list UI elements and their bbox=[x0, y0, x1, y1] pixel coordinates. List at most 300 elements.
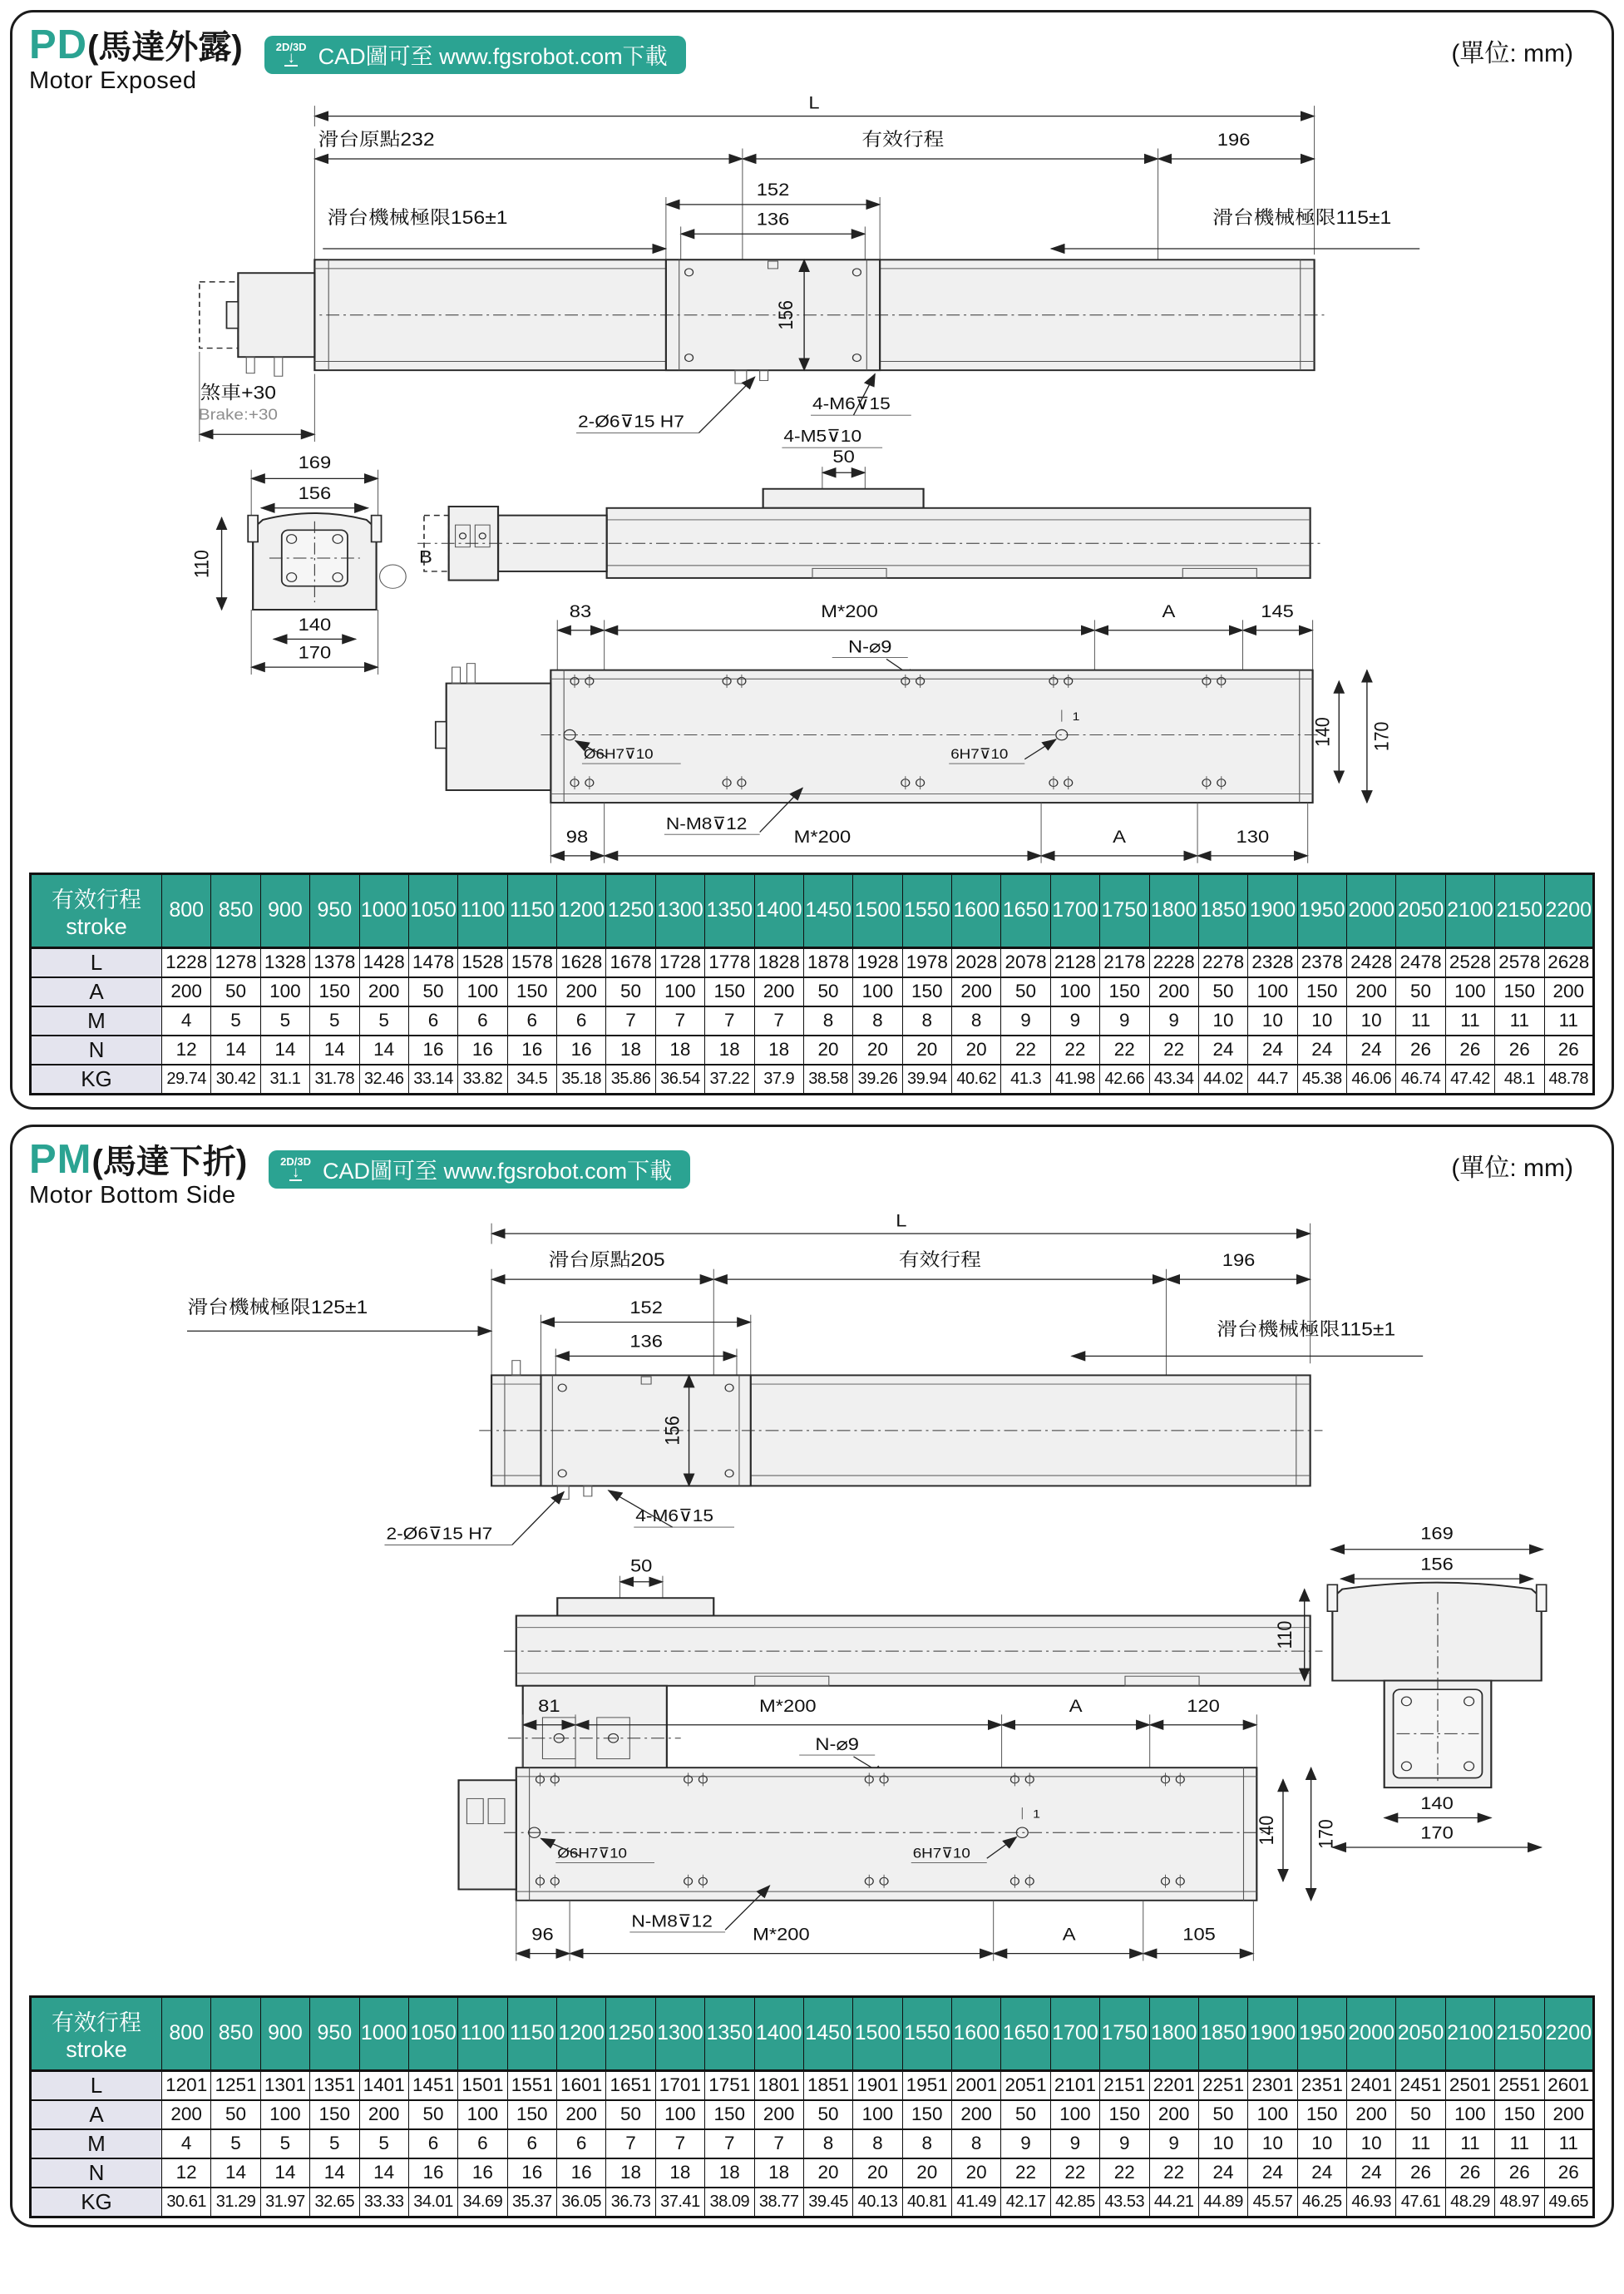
spec-cell: 46.06 bbox=[1347, 1065, 1396, 1095]
model-name-en: Motor Bottom Side bbox=[29, 1182, 236, 1209]
spec-cell: 42.85 bbox=[1050, 2188, 1099, 2217]
spec-cell: 1428 bbox=[359, 947, 408, 977]
spec-cell: 1878 bbox=[803, 947, 852, 977]
spec-cell: 100 bbox=[260, 2100, 309, 2129]
spec-cell: 10 bbox=[1347, 2129, 1396, 2158]
spec-cell: 150 bbox=[705, 2100, 754, 2129]
spec-cell: 4 bbox=[162, 1006, 211, 1036]
cs-dim-170: 170 bbox=[1419, 1822, 1454, 1842]
spec-row-L bbox=[31, 947, 1594, 977]
stroke-col-header: 1550 bbox=[902, 1996, 951, 2070]
stroke-col-header: 1400 bbox=[754, 873, 803, 947]
spec-cell: 31.29 bbox=[211, 2188, 260, 2217]
spec-cell: 100 bbox=[1248, 977, 1297, 1006]
spec-cell: 150 bbox=[1100, 977, 1149, 1006]
pm-body-bottom bbox=[516, 1767, 1256, 1901]
cs-dim-156: 156 bbox=[1419, 1554, 1454, 1575]
spec-cell: 48.1 bbox=[1495, 1065, 1544, 1095]
spec-cell: 14 bbox=[260, 1036, 309, 1065]
spec-cell: 26 bbox=[1495, 2158, 1544, 2188]
spec-cell: 33.33 bbox=[359, 2188, 408, 2217]
spec-cell: 1678 bbox=[606, 947, 655, 977]
callout-n9: N-⌀9 bbox=[847, 636, 892, 656]
spec-cell: 8 bbox=[952, 1006, 1001, 1036]
stroke-col-header: 1250 bbox=[606, 873, 655, 947]
spec-cell: 9 bbox=[1050, 1006, 1099, 1036]
spec-cell: 50 bbox=[1001, 977, 1050, 1006]
spec-cell: 11 bbox=[1544, 2129, 1594, 2158]
spec-cell: 2151 bbox=[1100, 2070, 1149, 2100]
spec-cell: 16 bbox=[557, 2158, 606, 2188]
spec-cell: 26 bbox=[1445, 1036, 1494, 1065]
callout-6h7: 6H7⊽10 bbox=[912, 1845, 970, 1861]
spec-cell: 9 bbox=[1001, 1006, 1050, 1036]
spec-cell: 26 bbox=[1544, 2158, 1594, 2188]
spec-cell: 46.25 bbox=[1297, 2188, 1346, 2217]
offset-label-1: 1 bbox=[1072, 709, 1079, 724]
spec-cell: 12 bbox=[162, 2158, 211, 2188]
unit-label: (單位: mm) bbox=[1451, 1154, 1573, 1182]
spec-cell: 5 bbox=[359, 2129, 408, 2158]
spec-cell: 44.21 bbox=[1149, 2188, 1198, 2217]
sv-dim-50: 50 bbox=[629, 1555, 652, 1575]
spec-cell: 11 bbox=[1495, 1006, 1544, 1036]
bv-dim-140: 140 bbox=[1311, 717, 1334, 747]
spec-cell: 1728 bbox=[655, 947, 704, 977]
spec-cell: 50 bbox=[803, 2100, 852, 2129]
stroke-col-header: 2050 bbox=[1396, 1996, 1445, 2070]
spec-cell: 7 bbox=[606, 2129, 655, 2158]
spec-cell: 31.97 bbox=[260, 2188, 309, 2217]
pd-body-bottom bbox=[550, 670, 1312, 803]
spec-cell: 31.78 bbox=[310, 1065, 359, 1095]
spec-cell: 2278 bbox=[1198, 947, 1247, 977]
spec-cell: 49.65 bbox=[1544, 2188, 1594, 2217]
stroke-col-header: 1700 bbox=[1050, 1996, 1099, 2070]
spec-cell: 1628 bbox=[557, 947, 606, 977]
spec-cell: 2228 bbox=[1149, 947, 1198, 977]
spec-cell: 26 bbox=[1495, 1036, 1544, 1065]
pm-spec-table bbox=[29, 1995, 1595, 2218]
callout-o6h7: Ø6H7⊽10 bbox=[556, 1845, 627, 1861]
spec-row-M bbox=[31, 1006, 1594, 1036]
stroke-col-header: 1250 bbox=[606, 1996, 655, 2070]
dim-label-limit-left: 滑台機械極限156±1 bbox=[327, 206, 508, 228]
spec-cell: 41.98 bbox=[1050, 1065, 1099, 1095]
spec-cell: 1851 bbox=[803, 2070, 852, 2100]
stroke-col-header: 2200 bbox=[1544, 873, 1594, 947]
dim-label-stroke: 有效行程 bbox=[898, 1249, 981, 1270]
stroke-col-header: 2150 bbox=[1495, 873, 1544, 947]
spec-cell: 100 bbox=[458, 977, 507, 1006]
spec-cell: 24 bbox=[1297, 1036, 1346, 1065]
cad-download-badge[interactable] bbox=[264, 36, 686, 74]
spec-cell: 46.74 bbox=[1396, 1065, 1445, 1095]
spec-cell: 100 bbox=[655, 2100, 704, 2129]
spec-cell: 50 bbox=[606, 2100, 655, 2129]
cad-download-badge[interactable] bbox=[269, 1150, 690, 1189]
stroke-col-header: 1750 bbox=[1100, 873, 1149, 947]
stroke-col-header: 1050 bbox=[408, 1996, 457, 2070]
callout-o6h7: Ø6H7⊽10 bbox=[583, 745, 654, 762]
dim-label-stroke: 有效行程 bbox=[861, 129, 944, 150]
spec-row-A bbox=[31, 2100, 1594, 2129]
dim-label-156v: 156 bbox=[661, 1416, 684, 1446]
bv-dim-96: 96 bbox=[531, 1924, 554, 1945]
spec-cell: 34.01 bbox=[408, 2188, 457, 2217]
callout-m6: 4-M6⊽15 bbox=[634, 1505, 713, 1525]
spec-cell: 1478 bbox=[408, 947, 457, 977]
stroke-col-header: 1200 bbox=[557, 1996, 606, 2070]
spec-cell: 9 bbox=[1149, 1006, 1198, 1036]
spec-cell: 1751 bbox=[705, 2070, 754, 2100]
dim-label-limit-right: 滑台機械極限115±1 bbox=[1216, 1318, 1395, 1340]
spec-cell: 50 bbox=[1396, 2100, 1445, 2129]
model-code: PM bbox=[29, 1137, 92, 1182]
spec-cell: 5 bbox=[260, 1006, 309, 1036]
dim-label-156v: 156 bbox=[774, 299, 797, 330]
spec-cell: 47.42 bbox=[1445, 1065, 1494, 1095]
spec-cell: 6 bbox=[458, 1006, 507, 1036]
pd-motor-bottom bbox=[446, 683, 550, 789]
model-name-cn: (馬達下折) bbox=[91, 1144, 248, 1180]
spec-cell: 1451 bbox=[408, 2070, 457, 2100]
spec-cell: 22 bbox=[1100, 1036, 1149, 1065]
spec-cell: 2028 bbox=[952, 947, 1001, 977]
stroke-col-header: 1750 bbox=[1100, 1996, 1149, 2070]
spec-cell: 200 bbox=[359, 2100, 408, 2129]
callout-m5: 4-M5⊽10 bbox=[782, 426, 861, 446]
pd-title bbox=[29, 24, 243, 94]
spec-cell: 32.65 bbox=[310, 2188, 359, 2217]
spec-cell: 40.13 bbox=[853, 2188, 902, 2217]
spec-cell: 44.89 bbox=[1198, 2188, 1247, 2217]
catalog-page bbox=[0, 10, 1624, 2294]
stroke-col-header: 1600 bbox=[952, 873, 1001, 947]
stroke-col-header: 800 bbox=[162, 873, 211, 947]
spec-cell: 16 bbox=[408, 2158, 457, 2188]
spec-cell: 2128 bbox=[1050, 947, 1099, 977]
bv-dim-145: 145 bbox=[1260, 601, 1294, 621]
stroke-col-header: 1400 bbox=[754, 1996, 803, 2070]
spec-cell: 10 bbox=[1297, 1006, 1346, 1036]
spec-cell: 2101 bbox=[1050, 2070, 1099, 2100]
stroke-col-header: 1100 bbox=[458, 1996, 507, 2070]
row-label: N bbox=[31, 1036, 162, 1065]
dim-label-limit-right: 滑台機械極限115±1 bbox=[1212, 206, 1391, 228]
spec-cell: 200 bbox=[952, 977, 1001, 1006]
stroke-col-header: 1900 bbox=[1248, 1996, 1297, 2070]
spec-cell: 1601 bbox=[557, 2070, 606, 2100]
spec-cell: 200 bbox=[359, 977, 408, 1006]
spec-cell: 2078 bbox=[1001, 947, 1050, 977]
spec-cell: 22 bbox=[1050, 2158, 1099, 2188]
spec-cell: 2428 bbox=[1347, 947, 1396, 977]
cs-dim-140: 140 bbox=[298, 614, 331, 635]
spec-cell: 200 bbox=[1347, 977, 1396, 1006]
spec-cell: 1228 bbox=[162, 947, 211, 977]
spec-cell: 100 bbox=[1050, 977, 1099, 1006]
spec-cell: 18 bbox=[754, 1036, 803, 1065]
spec-cell: 1501 bbox=[458, 2070, 507, 2100]
cs-dim-110: 110 bbox=[1273, 1620, 1296, 1649]
model-name-cn: (馬達外露) bbox=[87, 29, 243, 66]
spec-cell: 1978 bbox=[902, 947, 951, 977]
spec-cell: 16 bbox=[507, 2158, 556, 2188]
spec-cell: 7 bbox=[754, 2129, 803, 2158]
row-label: M bbox=[31, 2129, 162, 2158]
dim-label-L: L bbox=[895, 1210, 906, 1230]
stroke-col-header: 1800 bbox=[1149, 873, 1198, 947]
stroke-col-header: 900 bbox=[260, 1996, 309, 2070]
spec-cell: 200 bbox=[557, 2100, 606, 2129]
spec-cell: 5 bbox=[310, 1006, 359, 1036]
spec-cell: 37.22 bbox=[705, 1065, 754, 1095]
dim-label-196: 196 bbox=[1222, 1250, 1255, 1270]
bv-dim-98: 98 bbox=[565, 826, 588, 847]
callout-dowel: 2-Ø6⊽15 H7 bbox=[385, 1523, 492, 1543]
spec-cell: 41.3 bbox=[1001, 1065, 1050, 1095]
spec-cell: 11 bbox=[1495, 2129, 1544, 2158]
spec-cell: 150 bbox=[1100, 2100, 1149, 2129]
row-label: KG bbox=[31, 1065, 162, 1095]
cs-dim-169: 169 bbox=[1419, 1523, 1454, 1543]
stroke-col-header: 1150 bbox=[507, 1996, 556, 2070]
spec-cell: 50 bbox=[1396, 977, 1445, 1006]
bv-dim-a-bot: A bbox=[1062, 1924, 1076, 1945]
spec-row-KG bbox=[31, 1065, 1594, 1095]
pm-technical-drawing bbox=[31, 1209, 1594, 1990]
spec-cell: 12 bbox=[162, 1036, 211, 1065]
stroke-col-header: 1000 bbox=[359, 873, 408, 947]
spec-row-KG bbox=[31, 2188, 1594, 2217]
spec-cell: 1951 bbox=[902, 2070, 951, 2100]
dim-label-L: L bbox=[807, 93, 820, 113]
bv-dim-81: 81 bbox=[537, 1695, 560, 1716]
stroke-col-header: 950 bbox=[310, 1996, 359, 2070]
spec-cell: 6 bbox=[507, 2129, 556, 2158]
spec-cell: 150 bbox=[902, 977, 951, 1006]
spec-cell: 42.66 bbox=[1100, 1065, 1149, 1095]
bv-dim-140: 140 bbox=[1255, 1815, 1277, 1846]
stroke-col-header: 1700 bbox=[1050, 873, 1099, 947]
spec-cell: 2451 bbox=[1396, 2070, 1445, 2100]
spec-cell: 5 bbox=[260, 2129, 309, 2158]
spec-cell: 150 bbox=[1495, 977, 1544, 1006]
bv-dim-m200-top: M*200 bbox=[758, 1695, 817, 1716]
spec-cell: 30.61 bbox=[162, 2188, 211, 2217]
spec-cell: 16 bbox=[557, 1036, 606, 1065]
spec-cell: 38.77 bbox=[754, 2188, 803, 2217]
spec-cell: 16 bbox=[507, 1036, 556, 1065]
spec-cell: 50 bbox=[408, 2100, 457, 2129]
spec-cell: 35.18 bbox=[557, 1065, 606, 1095]
spec-cell: 46.93 bbox=[1347, 2188, 1396, 2217]
stroke-col-header: 1050 bbox=[408, 873, 457, 947]
stroke-col-header: 1100 bbox=[458, 873, 507, 947]
spec-cell: 38.09 bbox=[705, 2188, 754, 2217]
spec-cell: 1378 bbox=[310, 947, 359, 977]
dim-label-136: 136 bbox=[629, 1331, 663, 1352]
dim-label-136: 136 bbox=[756, 209, 789, 230]
spec-cell: 2401 bbox=[1347, 2070, 1396, 2100]
spec-cell: 18 bbox=[705, 1036, 754, 1065]
row-label: N bbox=[31, 2158, 162, 2188]
spec-cell: 20 bbox=[853, 2158, 902, 2188]
bv-dim-170: 170 bbox=[1370, 721, 1393, 751]
spec-cell: 8 bbox=[853, 2129, 902, 2158]
spec-cell: 50 bbox=[211, 2100, 260, 2129]
bv-dim-a-top: A bbox=[1069, 1695, 1083, 1716]
spec-cell: 2478 bbox=[1396, 947, 1445, 977]
spec-cell: 24 bbox=[1248, 1036, 1297, 1065]
spec-cell: 22 bbox=[1149, 2158, 1198, 2188]
spec-cell: 10 bbox=[1248, 2129, 1297, 2158]
spec-cell: 24 bbox=[1198, 1036, 1247, 1065]
spec-cell: 26 bbox=[1445, 2158, 1494, 2188]
spec-cell: 48.78 bbox=[1544, 1065, 1594, 1095]
bv-dim-m200-top: M*200 bbox=[820, 601, 878, 621]
spec-cell: 10 bbox=[1347, 1006, 1396, 1036]
spec-cell: 6 bbox=[458, 2129, 507, 2158]
spec-cell: 39.94 bbox=[902, 1065, 951, 1095]
spec-cell: 39.45 bbox=[803, 2188, 852, 2217]
spec-cell: 9 bbox=[1001, 2129, 1050, 2158]
spec-cell: 9 bbox=[1050, 2129, 1099, 2158]
spec-cell: 2601 bbox=[1544, 2070, 1594, 2100]
spec-row-N bbox=[31, 1036, 1594, 1065]
stroke-col-header: 850 bbox=[211, 1996, 260, 2070]
spec-cell: 22 bbox=[1001, 2158, 1050, 2188]
spec-cell: 1528 bbox=[458, 947, 507, 977]
spec-cell: 22 bbox=[1100, 2158, 1149, 2188]
spec-cell: 200 bbox=[1544, 977, 1594, 1006]
spec-cell: 47.61 bbox=[1396, 2188, 1445, 2217]
dim-label-origin: 滑台原點232 bbox=[317, 129, 435, 150]
spec-cell: 1701 bbox=[655, 2070, 704, 2100]
stroke-corner-header: 有效行程 stroke bbox=[31, 1996, 162, 2070]
spec-cell: 20 bbox=[853, 1036, 902, 1065]
spec-cell: 100 bbox=[1445, 977, 1494, 1006]
row-label: A bbox=[31, 977, 162, 1006]
spec-cell: 35.37 bbox=[507, 2188, 556, 2217]
spec-cell: 18 bbox=[655, 2158, 704, 2188]
spec-cell: 150 bbox=[1297, 977, 1346, 1006]
callout-6h7: 6H7⊽10 bbox=[950, 745, 1008, 762]
spec-cell: 50 bbox=[1198, 977, 1247, 1006]
spec-cell: 14 bbox=[260, 2158, 309, 2188]
pd-section-panel bbox=[10, 10, 1614, 1110]
spec-cell: 24 bbox=[1198, 2158, 1247, 2188]
stroke-col-header: 850 bbox=[211, 873, 260, 947]
spec-cell: 1551 bbox=[507, 2070, 556, 2100]
spec-cell: 44.02 bbox=[1198, 1065, 1247, 1095]
model-code: PD bbox=[29, 22, 88, 67]
spec-cell: 7 bbox=[705, 2129, 754, 2158]
spec-cell: 36.54 bbox=[655, 1065, 704, 1095]
spec-cell: 14 bbox=[310, 2158, 359, 2188]
bv-dim-105: 105 bbox=[1182, 1924, 1216, 1945]
spec-cell: 50 bbox=[211, 977, 260, 1006]
spec-cell: 50 bbox=[1001, 2100, 1050, 2129]
pd-technical-drawing bbox=[31, 94, 1594, 868]
spec-cell: 6 bbox=[507, 1006, 556, 1036]
stroke-col-header: 1950 bbox=[1297, 1996, 1346, 2070]
stroke-col-header: 1300 bbox=[655, 1996, 704, 2070]
spec-cell: 16 bbox=[408, 1036, 457, 1065]
pm-cross-section bbox=[1332, 1582, 1541, 1680]
spec-cell: 1828 bbox=[754, 947, 803, 977]
sv-dim-50: 50 bbox=[832, 446, 855, 467]
pd-spec-table bbox=[29, 873, 1595, 1095]
stroke-col-header: 1950 bbox=[1297, 873, 1346, 947]
cad-download-text: CAD圖可至 www.fgsrobot.com下載 bbox=[318, 43, 668, 69]
spec-cell: 150 bbox=[1297, 2100, 1346, 2129]
spec-cell: 7 bbox=[754, 1006, 803, 1036]
spec-cell: 11 bbox=[1544, 1006, 1594, 1036]
spec-cell: 1301 bbox=[260, 2070, 309, 2100]
spec-cell: 24 bbox=[1297, 2158, 1346, 2188]
spec-cell: 33.14 bbox=[408, 1065, 457, 1095]
spec-cell: 2528 bbox=[1445, 947, 1494, 977]
spec-cell: 39.26 bbox=[853, 1065, 902, 1095]
spec-cell: 1201 bbox=[162, 2070, 211, 2100]
spec-cell: 150 bbox=[310, 2100, 359, 2129]
dim-label-152: 152 bbox=[756, 180, 789, 200]
stroke-col-header: 2100 bbox=[1445, 1996, 1494, 2070]
spec-cell: 1328 bbox=[260, 947, 309, 977]
spec-cell: 8 bbox=[803, 2129, 852, 2158]
spec-cell: 2178 bbox=[1100, 947, 1149, 977]
spec-cell: 1401 bbox=[359, 2070, 408, 2100]
spec-cell: 5 bbox=[211, 1006, 260, 1036]
spec-cell: 43.34 bbox=[1149, 1065, 1198, 1095]
spec-cell: 1778 bbox=[705, 947, 754, 977]
spec-cell: 1901 bbox=[853, 2070, 902, 2100]
spec-cell: 14 bbox=[211, 1036, 260, 1065]
spec-cell: 8 bbox=[902, 2129, 951, 2158]
spec-cell: 150 bbox=[705, 977, 754, 1006]
spec-cell: 100 bbox=[1445, 2100, 1494, 2129]
spec-cell: 20 bbox=[902, 2158, 951, 2188]
spec-cell: 10 bbox=[1198, 2129, 1247, 2158]
offset-label-1: 1 bbox=[1032, 1807, 1040, 1822]
stroke-col-header: 900 bbox=[260, 873, 309, 947]
callout-m6: 4-M6⊽15 bbox=[812, 393, 891, 413]
bv-dim-a-bot: A bbox=[1112, 826, 1126, 847]
dim-label-limit-left: 滑台機械極限125±1 bbox=[186, 1296, 368, 1318]
cs-dim-110: 110 bbox=[190, 550, 213, 578]
spec-cell: 45.57 bbox=[1248, 2188, 1297, 2217]
spec-cell: 2001 bbox=[952, 2070, 1001, 2100]
spec-cell: 34.69 bbox=[458, 2188, 507, 2217]
spec-cell: 6 bbox=[557, 1006, 606, 1036]
spec-cell: 32.46 bbox=[359, 1065, 408, 1095]
stroke-col-header: 1600 bbox=[952, 1996, 1001, 2070]
spec-cell: 1801 bbox=[754, 2070, 803, 2100]
stroke-col-header: 1650 bbox=[1001, 873, 1050, 947]
callout-n9: N-⌀9 bbox=[814, 1733, 859, 1754]
spec-cell: 11 bbox=[1396, 1006, 1445, 1036]
spec-cell: 2301 bbox=[1248, 2070, 1297, 2100]
spec-cell: 48.29 bbox=[1445, 2188, 1494, 2217]
spec-cell: 20 bbox=[803, 2158, 852, 2188]
spec-cell: 5 bbox=[310, 2129, 359, 2158]
spec-cell: 150 bbox=[507, 2100, 556, 2129]
stroke-col-header: 1500 bbox=[853, 873, 902, 947]
spec-cell: 10 bbox=[1198, 1006, 1247, 1036]
spec-cell: 100 bbox=[260, 977, 309, 1006]
